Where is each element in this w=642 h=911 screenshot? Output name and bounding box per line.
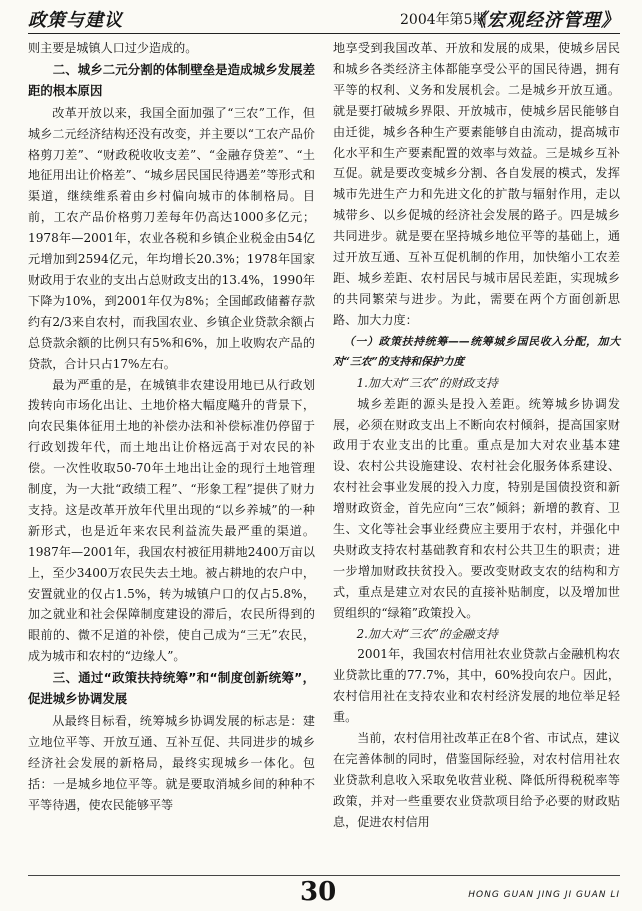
paragraph: 当前，农村信用社改革正在8个省、市试点，建议在完善体制的同时，借鉴国际经验，对农村信用社农业贷款利息收入采取免收营业税、降低所得税税率等政策，并对一些重要农业贷款项目给予必要的财政贴息，促进农村信用 (333, 731, 620, 829)
header-divider (28, 33, 620, 34)
page-number: 30 (300, 877, 337, 907)
paragraph: 地享受到我国改革、开放和发展的成果，使城乡居民和城乡各类经济主体都能享受公平的国民待遇，拥有平等的权利、义务和发展机会。二是城乡开放互通。就是要打破城乡界限、开放城市，使城乡居民能够自由迁徙，城乡各种生产要素能够自由流动，提高城市化水平和生产要素配置的效率与效益。三是城乡互补互促。就是要改变城乡分割、各自发展的模式，发挥城市先进生产力和先进文化的扩散与辐射作用，走以城带乡、以乡促城的经济社会发展的路子。四是城乡共同进步。就是要在坚持城乡地位平等的基础上，通过开放互通、互补互促机制的作用，加快缩小工农差距、城乡差距、农村居民与城市居民差距，实现城乡的共同繁荣与进步。为此，需要在两个方面创新思路、加大力度： (333, 41, 620, 327)
journal-title: 《宏观经济管理》 (468, 10, 620, 31)
paragraph: 改革开放以来，我国全面加强了“三农”工作，但城乡二元经济结构还没有改变，并主要以“工农产品价格剪刀差”、“财政税收收支差”、“金融存贷差”、“土地征用出让价格差”、“城乡居民国民待遇差”等形式和渠道，继续维系着由乡村偏向城市的体制格局。目前，工农产品价格剪刀差每年仍高达1000多亿元；1978年—2001年，农业各税和乡镇企业税金由54亿元增加到2594亿元，年均增长20.3%；1978年国家财政用于农业的支出占总财政支出的13.4%，1990年下降为10%，到2001年仅为8%；全国邮政储蓄存款约有2/3来自农村，而我国农业、乡镇企业贷款余额占总贷款余额的比例只有5%和6%，加上收购农产品的贷款，合计只占17%左右。 (28, 105, 315, 371)
right-column (333, 38, 620, 833)
paragraph: 则主要是城镇人口过少造成的。 (28, 41, 198, 55)
page-header (28, 6, 620, 32)
paragraph: 最为严重的是，在城镇非农建设用地已从行政划拨转向市场化出让、土地价格大幅度飚升的背景下，向农民集体征用土地的补偿办法和补偿标准仍停留于行政划拨年代，而土地出让价格远高于对农民的补偿。一次性收取50-70年土地出让金的现行土地管理制度，为一大批“政绩工程”、“形象工程”提供了财力支持。这是改革开放年代里出现的“以乡养城”的一种新形式，也是近年来农民利益流失最严重的渠道。1987年—2001年，我国农村被征用耕地2400万亩以上，至少3400万农民失去土地。被占耕地的农户中，安置就业的仅占1.5%，转为城镇户口的仅占5.8%，加之就业和社会保障制度建设的滞后，农民所得到的眼前的、微不足道的补偿，使自己成为“三无”农民，成为城市和农村的“边缘人”。 (28, 377, 315, 664)
section-heading: （一）政策扶持统筹——统筹城乡国民收入分配，加大对“三农”的支持和保护力度 (333, 334, 620, 368)
journal-pinyin: HONG GUAN JING JI GUAN LI (468, 890, 620, 900)
paragraph: 从最终目标看，统筹城乡协调发展的标志是：建立地位平等、开放互通、互补互促、共同进步的城乡经济社会发展的新格局，最终实现城乡一体化。包括：一是城乡地位平等。就是要取消城乡间的种种不平等待遇，使农民能够平等 (28, 714, 315, 812)
section-heading: 1.加大对“三农”的财政支持 (356, 375, 498, 390)
issue-label: 2004年第5期 (400, 12, 487, 28)
section-heading: 2.加大对“三农”的金融支持 (356, 626, 498, 641)
footer-divider (28, 875, 620, 876)
section-title: 政策与建议 (28, 10, 123, 31)
paragraph: 2001年，我国农村信用社农业贷款占金融机构农业贷款比重的77.7%，其中，60%投向农户。因此，农村信用社在支持农业和农村经济发展的地位举足轻重。 (333, 647, 620, 725)
section-heading: 三、通过“政策扶持统筹”和“制度创新统筹”，促进城乡协调发展 (28, 670, 315, 707)
paragraph: 城乡差距的源头是投入差距。统筹城乡协调发展，必须在财政支出上不断向农村倾斜，提高国家财政用于农业支出的比重。重点是加大对农业基本建设、农村公共设施建设、农村社会化服务体系建设、农村社会事业发展的投入力度，特别是国债投资和新增财政资金，首先应向“三农”倾斜；新增的教育、卫生、文化等社会事业经费应主要用于农村，并强化中央财政支持农村基础教育和农村公共卫生的职责；进一步增加财政扶贫投入。要改变财政支农的结构和方式，重点是建立对农民的直接补贴制度，以及增加世贸组织的“绿箱”政策投入。 (333, 396, 620, 620)
left-column (28, 38, 315, 816)
section-heading: 二、城乡二元分割的体制壁垒是造成城乡发展差距的根本原因 (28, 61, 315, 98)
